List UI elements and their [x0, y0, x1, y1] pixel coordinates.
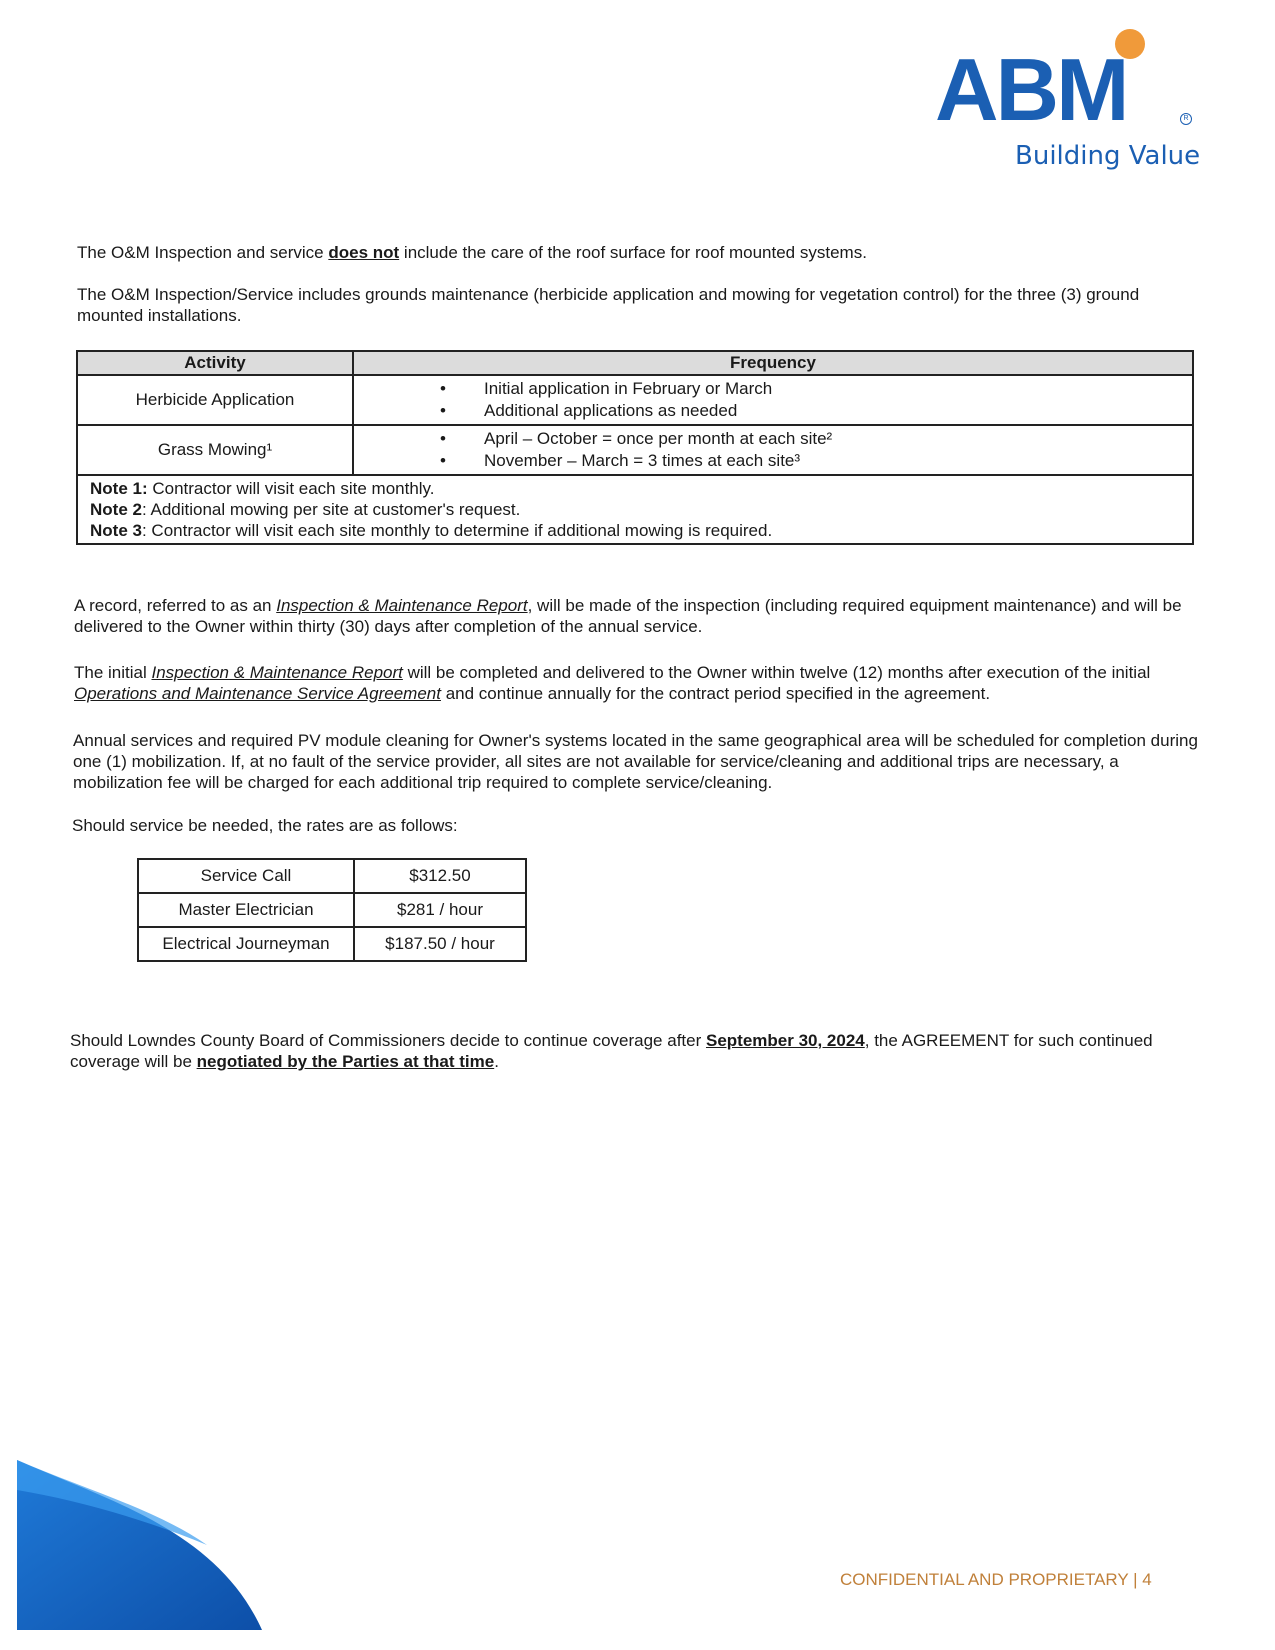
list-item: • April – October = once per month at each site² — [354, 428, 1192, 450]
note-2: Note 2: Additional mowing per site at customer's request. — [90, 500, 521, 519]
activity-cell: Herbicide Application — [77, 375, 353, 425]
notes-cell — [77, 475, 1193, 544]
table-header-row — [77, 351, 1193, 375]
table-row — [138, 893, 526, 927]
grounds-maintenance-paragraph: The O&M Inspection/Service includes grounds maintenance (herbicide application and mowing for vegetation control) for the three (3) ground mounted installations. — [77, 285, 1140, 325]
rate-cell: $281 / hour — [354, 893, 526, 927]
continuation-paragraph: Should Lowndes County Board of Commissioners decide to continue coverage after September 30, 2024, the AGREEMENT for such continued coverage will be negotiated by the Parties at that time. — [70, 1031, 1153, 1071]
list-item: • Additional applications as needed — [354, 400, 1192, 422]
frequency-table — [76, 350, 1194, 545]
note-3: Note 3: Contractor will visit each site monthly to determine if additional mowing is required. — [90, 521, 773, 540]
frequency-cell — [353, 425, 1193, 475]
abm-logo — [935, 26, 1205, 176]
service-cell: Service Call — [138, 859, 354, 893]
rates-intro: Should service be needed, the rates are as follows: — [72, 816, 458, 835]
rate-cell: $312.50 — [354, 859, 526, 893]
activity-cell: Grass Mowing¹ — [77, 425, 353, 475]
report-record-paragraph: A record, referred to as an Inspection & Maintenance Report, will be made of the inspection (including required equipment maintenance) and will be delivered to the Owner within thirty (30) days after completion of the annual service. — [74, 596, 1182, 636]
service-cell: Master Electrician — [138, 893, 354, 927]
mobilization-paragraph: Annual services and required PV module cleaning for Owner's systems located in the same geographical area will be scheduled for completion during one (1) mobilization. If, at no fault of the service provider, all sites are not available for service/cleaning and additional trips are necessary, a mobilization fee will be charged for each additional trip required to complete service/cleaning. — [73, 731, 1198, 792]
rates-table — [137, 858, 527, 962]
roof-exclusion-paragraph: The O&M Inspection and service does not include the care of the roof surface for roof mounted systems. — [77, 243, 867, 262]
table-row — [77, 425, 1193, 475]
logo-wordmark: ABM — [935, 40, 1127, 139]
service-cell: Electrical Journeyman — [138, 927, 354, 961]
table-row — [138, 859, 526, 893]
notes-row — [77, 475, 1193, 544]
logo-tagline: Building Value — [1015, 141, 1201, 171]
table-row — [138, 927, 526, 961]
corner-graphic — [17, 1460, 277, 1630]
registered-mark: R — [1180, 113, 1192, 125]
initial-report-paragraph: The initial Inspection & Maintenance Report will be completed and delivered to the Owner within twelve (12) months after execution of the initial Operations and Maintenance Service Agreement and continue annually for the contract period specified in the agreement. — [74, 663, 1151, 703]
note-1: Note 1: Contractor will visit each site monthly. — [90, 479, 435, 498]
footer-confidential: CONFIDENTIAL AND PROPRIETARY | 4 — [840, 1570, 1152, 1589]
table-row — [77, 375, 1193, 425]
header-frequency: Frequency — [353, 351, 1193, 375]
header-activity: Activity — [77, 351, 353, 375]
rate-cell: $187.50 / hour — [354, 927, 526, 961]
list-item: • Initial application in February or March — [354, 378, 1192, 400]
list-item: • November – March = 3 times at each site³ — [354, 450, 1192, 472]
frequency-cell — [353, 375, 1193, 425]
